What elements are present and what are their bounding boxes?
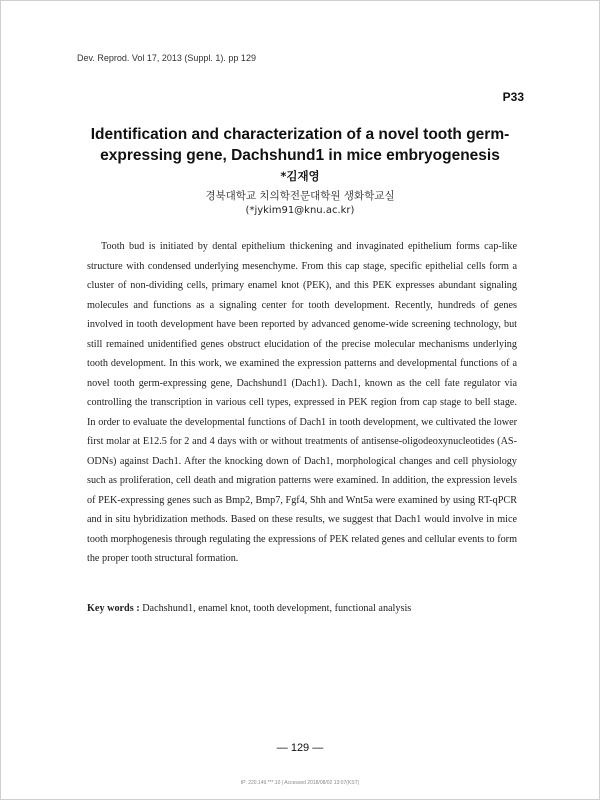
keywords-label: Key words : — [87, 603, 140, 614]
author-email: (*jykim91@knu.ac.kr) — [245, 205, 355, 216]
paper-title: Identification and characterization of a novel tooth germ-expressing gene, Dachshund1 in mice embryogenesis — [90, 126, 510, 164]
abstract-code: P33 — [502, 90, 524, 104]
abstract-body: Tooth bud is initiated by dental epithelium thickening and invaginated epithelium forms cap-like structure with condensed underlying mesenchyme. From this cap stage, specific epithelial cells form a cluster of non-dividing cells, primary enamel knot (PEK), and this PEK expresses abundant signaling molecules and functions as a signaling center for tooth development. Recently, hundreds of genes involved in tooth development have been reported by advanced genome-wide screening technology, but still remained unidentified genes obstruct elucidation of the precise molecular mechanisms underlying tooth development. In this work, we examined the expression patterns and developmental functions of a novel tooth germ-expressing gene, Dachshund1 (Dach1). Dach1, known as the cell fate regulator via controlling the transcription in various cell types, expressed in PEK region from cap stage to bell stage. In order to evaluate the developmental functions of Dach1 in tooth development, we cultivated the lower first molar at E12.5 for 2 and 4 days with or without treatments of antisense-oligodeoxynucleotides (AS-ODNs) against Dach1. After the knocking down of Dach1, morphological changes and cell physiology such as proliferation, cell death and migration patterns were examined. In addition, the expression levels of PEK-expressing genes such as Bmp2, Bmp7, Fgf4, Shh and Wnt5a were examined by using RT-qPCR and in situ hybridization methods. Based on these results, we suggest that Dach1 would involve in mice tooth morphogenesis through regulating the expressions of PEK related genes and cellular events to form the proper tooth structural formation. — [87, 241, 517, 564]
author-name: *김재영 — [280, 169, 320, 183]
page-number: ― 129 ― — [276, 742, 324, 754]
access-footer: IP: 220.149.***.10 | Accessed 2018/08/02 13:07(KST) — [240, 780, 360, 786]
keywords-list: Dachshund1, enamel knot, tooth development, functional analysis — [142, 603, 412, 614]
journal-reference: Dev. Reprod. Vol 17, 2013 (Suppl. 1). pp 129 — [77, 53, 256, 63]
keywords-line — [87, 603, 517, 614]
author-affiliation: 경북대학교 치의학전문대학원 생화학교실 — [205, 190, 395, 202]
